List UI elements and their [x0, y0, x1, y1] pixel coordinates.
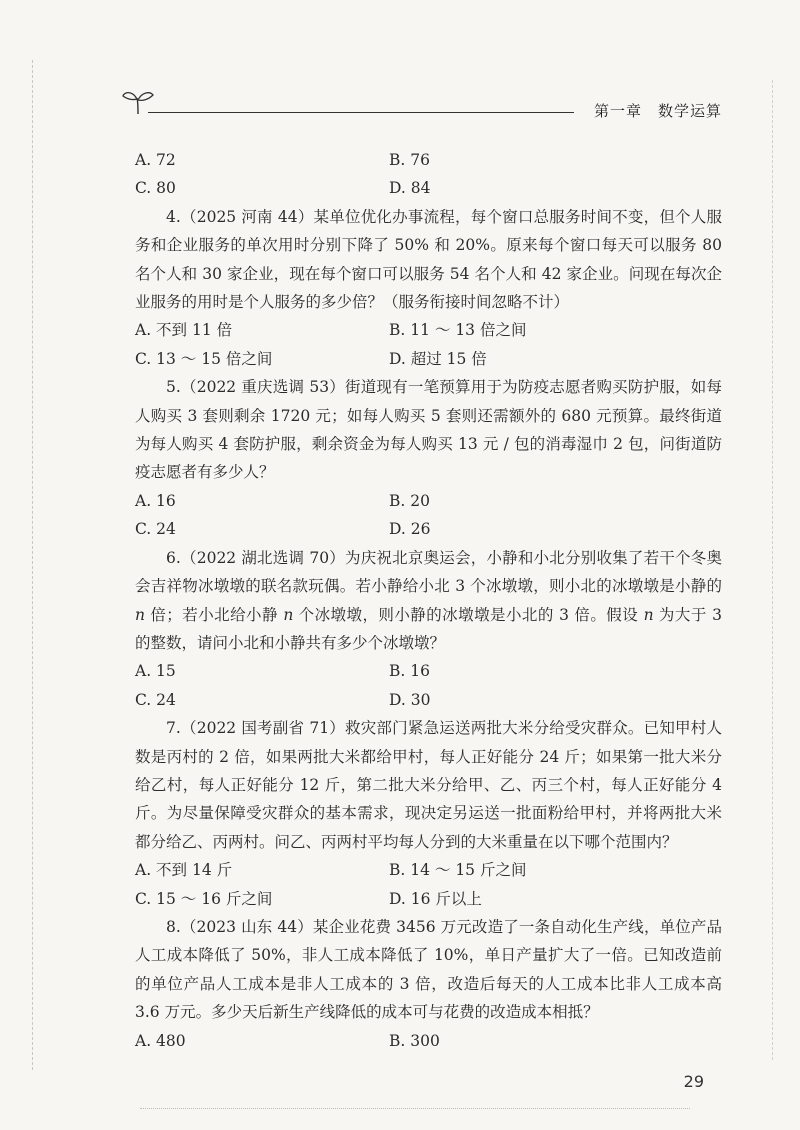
option-a: A. 72 — [135, 151, 176, 169]
option-row — [135, 174, 722, 202]
option-b: B. 11 ～ 13 倍之间 — [389, 321, 527, 340]
option-c: C. 24 — [135, 690, 176, 709]
question-content — [135, 146, 722, 1055]
option-row — [135, 146, 722, 174]
option-c: C. 80 — [135, 179, 176, 198]
option-d: D. 26 — [389, 520, 431, 539]
right-scan-edge — [772, 80, 774, 1060]
variable-n: n — [643, 605, 654, 624]
option-row — [135, 885, 722, 913]
option-c: C. 24 — [135, 520, 176, 539]
variable-n: n — [283, 605, 294, 624]
option-a: A. 16 — [135, 491, 176, 510]
option-row — [135, 686, 722, 714]
option-b: B. 300 — [389, 1031, 440, 1050]
stem-text: 个冰墩墩，则小静的冰墩墩是小北的 3 倍。假设 — [293, 605, 644, 624]
option-b: B. 16 — [389, 662, 430, 681]
option-row — [135, 515, 722, 543]
option-b: B. 76 — [389, 151, 430, 169]
option-row — [135, 487, 722, 515]
option-row — [135, 856, 722, 884]
option-c: C. 13 ～ 15 倍之间 — [135, 349, 273, 368]
option-a: A. 480 — [135, 1031, 186, 1050]
option-d: D. 16 斤以上 — [389, 889, 482, 908]
question-8-stem: 8.（2023 山东 44）某企业花费 3456 万元改造了一条自动化生产线，单位产品人工成本降低了 50%，非人工成本降低了 10%，单日产量扩大了一倍。已知改造前的单位产品人工成本是非人工成本的 3 倍，改造后每天的人工成本比非人工成本高 3.6 万元。多少天后新生产线降低的成本可与花费的改造成本相抵？ — [135, 917, 722, 1022]
option-a: A. 不到 14 斤 — [135, 861, 233, 880]
left-scan-edge — [32, 60, 34, 1070]
variable-n: n — [135, 605, 145, 624]
option-row — [135, 345, 722, 373]
question-6-stem — [135, 544, 722, 658]
option-row — [135, 657, 722, 685]
option-d: D. 30 — [389, 690, 431, 709]
question-7-stem: 7.（2022 国考副省 71）救灾部门紧急运送两批大米分给受灾群众。已知甲村人数是丙村的 2 倍，如果两批大米都给甲村，每人正好能分 24 斤；如果第一批大米分给乙村，每人正好能分 12 斤，第二批大米分给甲、乙、丙三个村，每人正好能分 4 斤。为尽量保障受灾群众的基本需求，现决定另运送一批面粉给甲村，并将两批大米都分给乙、丙两村。问乙、丙两村平均每人分到的大米重量在以下哪个范围内？ — [135, 719, 722, 851]
option-c: C. 15 ～ 16 斤之间 — [135, 889, 273, 908]
page-number: 29 — [683, 1072, 704, 1091]
scan-noise-line — [140, 1108, 690, 1109]
page-header — [120, 86, 722, 126]
question-5-stem: 5.（2022 重庆选调 53）街道现有一笔预算用于为防疫志愿者购买防护服，如每人购买 3 套则剩余 1720 元；如每人购买 5 套则还需额外的 680 元预算。最终街道为每人购买 4 套防护服，剩余资金为每人购买 13 元 / 包的消毒湿巾 2 包，问街道防疫志愿者有多少人？ — [135, 378, 722, 482]
option-row — [135, 1027, 722, 1055]
option-a: A. 不到 11 倍 — [135, 321, 233, 340]
option-b: B. 20 — [389, 491, 430, 510]
option-row — [135, 316, 722, 344]
option-a: A. 15 — [135, 662, 176, 681]
option-d: D. 84 — [389, 179, 431, 198]
option-d: D. 超过 15 倍 — [389, 349, 487, 368]
option-b: B. 14 ～ 15 斤之间 — [389, 861, 527, 880]
question-4-stem: 4.（2025 河南 44）某单位优化办事流程，每个窗口总服务时间不变，但个人服务和企业服务的单次用时分别下降了 50% 和 20%。原来每个窗口每天可以服务 80 名个人和 30 家企业，现在每个窗口可以服务 54 名个人和 42 家企业。问现在每次企业服务的用时是个人服务的多少倍？（服务衔接时间忽略不计） — [135, 207, 722, 312]
stem-text: 6.（2022 湖北选调 70）为庆祝北京奥运会，小静和小北分别收集了若干个冬奥会吉祥物冰墩墩的联名款玩偶。若小静给小北 3 个冰墩墩，则小北的冰墩墩是小静的 — [135, 548, 722, 596]
header-rule — [148, 112, 574, 113]
chapter-title: 第一章 数学运算 — [593, 102, 722, 120]
stem-text: 倍；若小北给小静 — [144, 605, 284, 624]
stem-text: 为大于 3 的整数，请问小北和小静共有多少个冰墩墩？ — [135, 605, 723, 652]
